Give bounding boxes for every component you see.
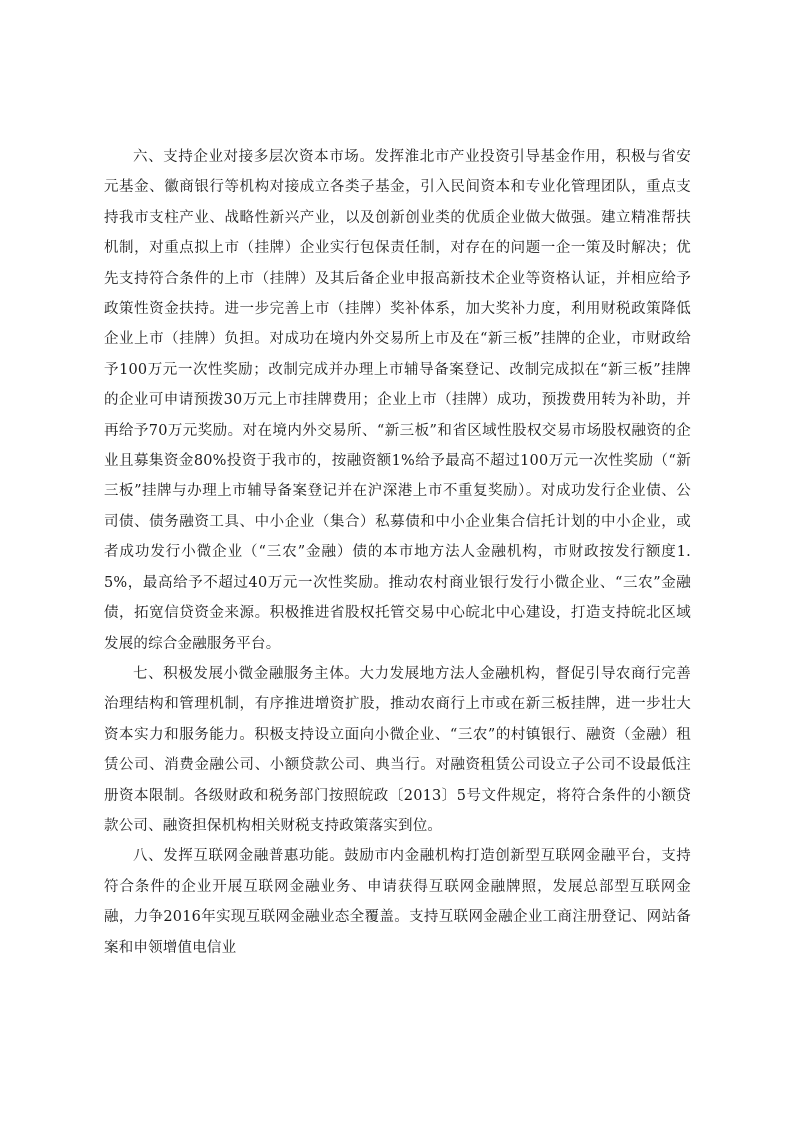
paragraph-8: 八、发挥互联网金融普惠功能。鼓励市内金融机构打造创新型互联网金融平台，支持符合条件的企业开展互联网金融业务、申请获得互联网金融牌照，发展总部型互联网金融，力争2016年实现互联网金融业态全覆盖。支持互联网金融企业工商注册登记、网站备案和申领增值电信业: [104, 848, 691, 956]
paragraph-6: 六、支持企业对接多层次资本市场。发挥淮北市产业投资引导基金作用，积极与省安元基金、徽商银行等机构对接成立各类子基金，引入民间资本和专业化管理团队，重点支持我市支柱产业、战略性新兴产业，以及创新创业类的优质企业做大做强。建立精准帮扶机制，对重点拟上市（挂牌）企业实行包保责任制，对存在的问题一企一策及时解决；优先支持符合条件的上市（挂牌）及其后备企业申报高新技术企业等资格认证，并相应给予政策性资金扶持。进一步完善上市（挂牌）奖补体系，加大奖补力度，利用财税政策降低企业上市（挂牌）负担。对成功在境内外交易所上市及在“新三板”挂牌的企业，市财政给予100万元一次性奖励；改制完成并办理上市辅导备案登记、改制完成拟在“新三板”挂牌的企业可申请预拨30万元上市挂牌费用；企业上市（挂牌）成功，预拨费用转为补助，并再给予70万元奖励。对在境内外交易所、“新三板”和省区域性股权交易市场股权融资的企业且募集资金80%投资于我市的，按融资额1%给予最高不超过100万元一次性奖励（“新三板”挂牌与办理上市辅导备案登记并在沪深港上市不重复奖励）。对成功发行企业债、公司债、债务融资工具、中小企业（集合）私募债和中小企业集合信托计划的中小企业，或者成功发行小微企业（“三农”金融）债的本市地方法人金融机构，市财政按发行额度1.5%，最高给予不超过40万元一次性奖励。推动农村商业银行发行小微企业、“三农”金融债，拓宽信贷资金来源。积极推进省股权托管交易中心皖北中心建设，打造支持皖北区域发展的综合金融服务平台。: [104, 149, 691, 652]
paragraph-7: 七、积极发展小微金融服务主体。大力发展地方法人金融机构，督促引导农商行完善治理结构和管理机制，有序推进增资扩股，推动农商行上市或在新三板挂牌，进一步壮大资本实力和服务能力。积极支持设立面向小微企业、“三农”的村镇银行、融资（金融）租赁公司、消费金融公司、小额贷款公司、典当行。对融资租赁公司设立子公司不设最低注册资本限制。各级财政和税务部门按照皖政〔2013〕5号文件规定，将符合条件的小额贷款公司、融资担保机构相关财税支持政策落实到位。: [104, 665, 691, 834]
document-body: [104, 142, 691, 963]
